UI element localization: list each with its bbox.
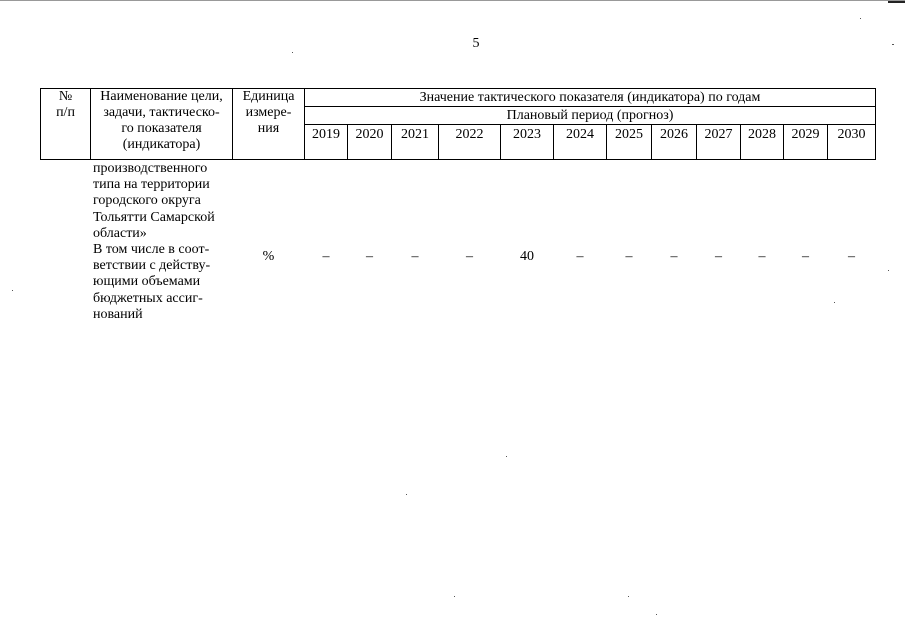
value-cell-2030: –: [848, 249, 855, 264]
header-line: (индикатора): [122, 137, 201, 152]
value-cell-2023: 40: [520, 249, 534, 264]
scan-speck: [834, 302, 835, 303]
text-line: производственного: [93, 161, 208, 176]
scan-speck: [628, 596, 629, 597]
header-line: п/п: [56, 105, 75, 120]
text-line: Тольятти Самарской: [93, 209, 215, 225]
value-cell-2020: –: [366, 249, 373, 264]
scan-speck: [12, 290, 13, 291]
values-by-year-header: Значение тактического показателя (индикатора) по годам: [419, 90, 761, 105]
col-name-header: [91, 89, 232, 153]
header-line: го показателя: [121, 121, 202, 136]
text-line: области»: [93, 225, 147, 241]
page-number: 5: [472, 36, 480, 51]
scan-speck: [888, 270, 889, 271]
text-line: нований: [93, 306, 143, 322]
year-header-2019: 2019: [312, 127, 340, 142]
year-header-2028: 2028: [748, 127, 776, 142]
scan-speck: [454, 596, 455, 597]
year-header-2027: 2027: [704, 127, 733, 142]
period-top-border: [304, 106, 876, 107]
header-line: Наименование цели,: [100, 89, 223, 104]
header-line: №: [58, 89, 73, 104]
text-line: ющими объемами: [93, 274, 201, 290]
year-header-2030: 2030: [837, 127, 866, 142]
unit-cell: %: [262, 249, 275, 264]
value-cell-2025: –: [625, 249, 633, 264]
table-right-border: [875, 88, 876, 160]
year-header-2026: 2026: [660, 127, 688, 142]
scan-speck: [506, 456, 507, 457]
scan-edge-artifact: [0, 0, 905, 1]
planning-period-header: Плановый период (прогноз): [506, 108, 674, 123]
col-unit-header: [233, 89, 304, 137]
value-cell-2022: –: [466, 249, 473, 264]
value-cell-2019: –: [322, 249, 330, 264]
indicator-name-cell: [93, 161, 230, 323]
years-top-border: [304, 124, 876, 125]
header-line: задачи, тактическо-: [103, 105, 220, 120]
scan-speck: [892, 44, 894, 45]
value-cell-2021: –: [411, 249, 419, 264]
text-line: типа на территории: [93, 177, 210, 193]
text-line: ветствии с действу-: [93, 258, 211, 274]
year-header-2021: 2021: [401, 127, 429, 142]
text-line: городского округа: [93, 193, 201, 209]
header-line: ния: [257, 121, 280, 136]
scan-speck: [406, 494, 407, 495]
scan-speck: [292, 52, 293, 53]
table-bottom-border: [40, 159, 876, 160]
value-cell-2026: –: [670, 249, 678, 264]
text-line: В том числе в соот-: [93, 242, 210, 258]
year-header-2025: 2025: [615, 127, 643, 142]
header-line: Единица: [242, 89, 295, 104]
value-cell-2029: –: [802, 249, 809, 264]
year-header-2023: 2023: [513, 127, 541, 142]
scan-speck: [860, 18, 861, 19]
text-line: бюджетных ассиг-: [93, 290, 203, 306]
year-header-2022: 2022: [455, 127, 484, 142]
col-number-header: [41, 89, 90, 121]
value-cell-2024: –: [576, 249, 584, 264]
year-header-2029: 2029: [791, 127, 820, 142]
year-header-2024: 2024: [566, 127, 594, 142]
value-cell-2027: –: [715, 249, 722, 264]
year-header-2020: 2020: [355, 127, 384, 142]
header-line: измере-: [245, 105, 292, 120]
scan-speck: [656, 614, 657, 615]
value-cell-2028: –: [758, 249, 766, 264]
